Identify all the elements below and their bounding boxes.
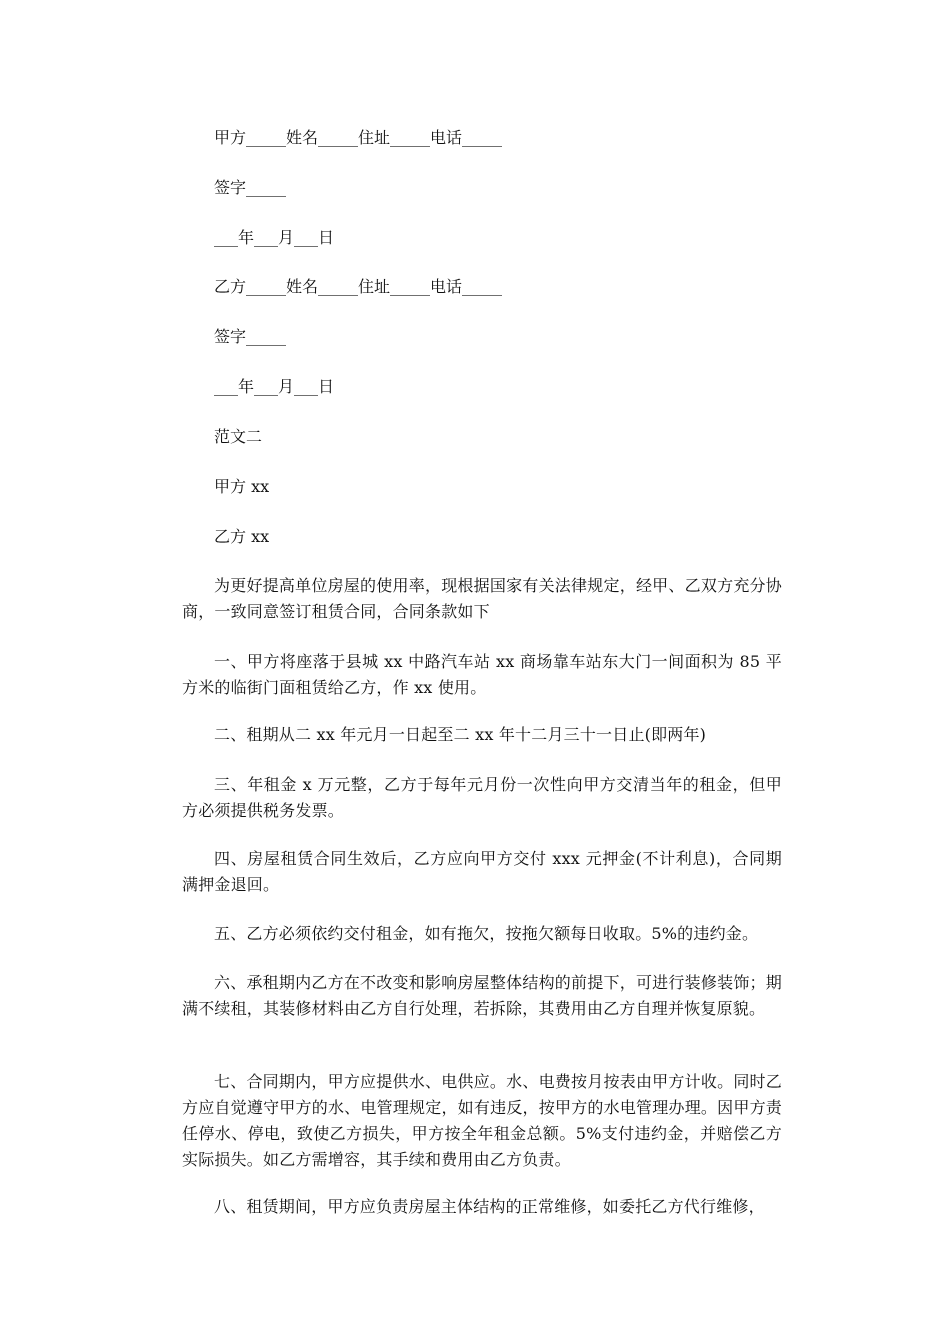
clause-8-paragraph: 八、租赁期间，甲方应负责房屋主体结构的正常维修，如委托乙方代行维修， [214,1197,765,1216]
party-b-name: 乙方 xx [214,527,270,546]
clause-4-paragraph: 四、房屋租赁合同生效后，乙方应向甲方交付 xxx 元押金(不计利息)，合同期满押金退回。 [182,849,782,894]
party-a-name: 甲方 xx [214,477,270,496]
party-a-date-line: ___年___月___日 [214,228,335,247]
clause-3-paragraph: 三、年租金 x 万元整，乙方于每年元月份一次性向甲方交清当年的租金，但甲方必须提供税务发票。 [182,775,782,820]
clause-5-paragraph: 五、乙方必须依约交付租金，如有拖欠，按拖欠额每日收取。5%的违约金。 [214,924,759,943]
clause-6-paragraph: 六、承租期内乙方在不改变和影响房屋整体结构的前提下，可进行装修装饰；期满不续租，其装修材料由乙方自行处理，若拆除，其费用由乙方自理并恢复原貌。 [182,973,782,1018]
party-b-date-line: ___年___月___日 [214,377,335,396]
party-b-signature-line: 签字_____ [214,327,287,346]
clause-7-paragraph: 七、合同期内，甲方应提供水、电供应。水、电费按月按表由甲方计收。同时乙方应自觉遵守甲方的水、电管理规定，如有违反，按甲方的水电管理办理。因甲方责任停水、停电，致使乙方损失，甲方按全年租金总额。5%支付违约金，并赔偿乙方实际损失。如乙方需增容，其手续和费用由乙方负责。 [182,1072,782,1169]
clause-1-paragraph: 一、甲方将座落于县城 xx 中路汽车站 xx 商场靠车站东大门一间面积为 85 平方米的临街门面租赁给乙方，作 xx 使用。 [182,652,782,697]
section-title: 范文二 [214,427,263,446]
preamble-paragraph: 为更好提高单位房屋的使用率，现根据国家有关法律规定，经甲、乙双方充分协商，一致同意签订租赁合同，合同条款如下 [182,576,782,621]
party-a-signature-line: 签字_____ [214,178,287,197]
party-b-info-line: 乙方_____姓名_____住址_____电话_____ [214,277,503,296]
party-a-info-line: 甲方_____姓名_____住址_____电话_____ [214,128,503,147]
clause-2-paragraph: 二、租期从二 xx 年元月一日起至二 xx 年十二月三十一日止(即两年) [214,725,707,744]
